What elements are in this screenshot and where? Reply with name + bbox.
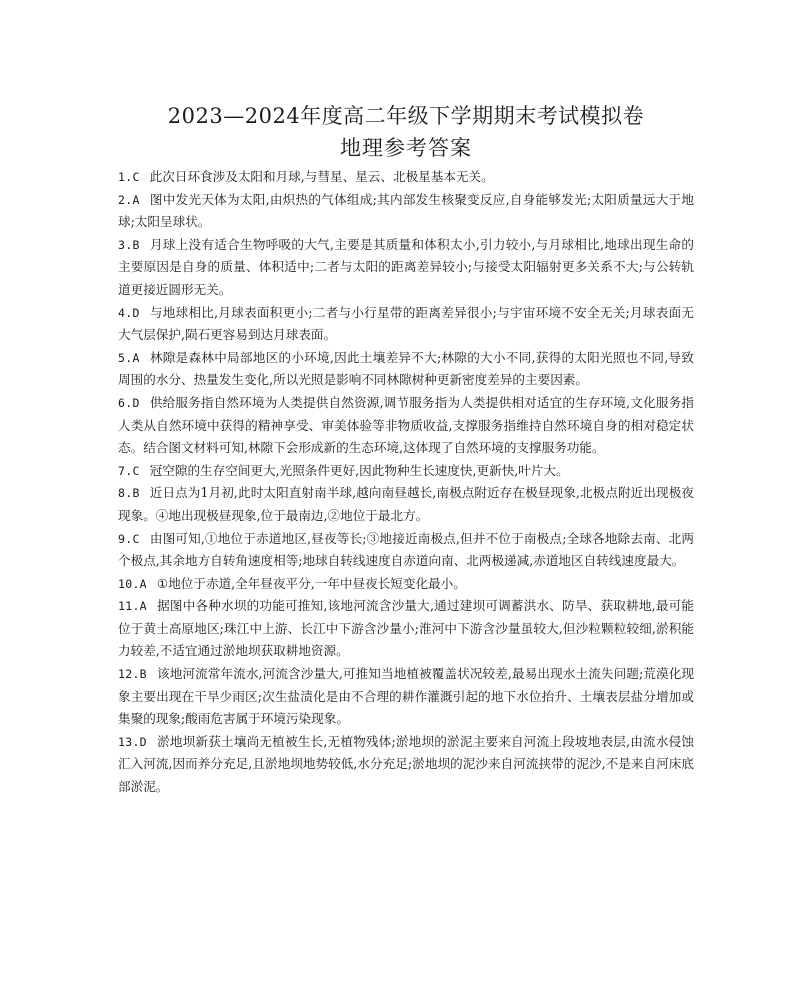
answer-explanation: 冠空隙的生存空间更大,光照条件更好,因此物种生长速度快,更新快,叶片大。 [149,462,569,478]
answer-key: 11.A [118,599,147,614]
answer-item-10 [118,573,694,596]
page-subtitle: 地理参考答案 [340,136,472,160]
answer-key: 7.C [118,463,140,478]
answer-key: 4.D [118,305,140,320]
answer-item-9 [118,528,694,573]
answer-explanation: ①地位于赤道,全年昼夜平分,一年中昼夜长短变化最小。 [156,575,466,591]
answer-key: 13.D [118,734,147,749]
answer-explanation: 月球上没有适合生物呼吸的大气,主要是其质量和体积太小,引力较小,与月球相比,地球出现生命的主要原因是自身的质量、体积适中;二者与太阳的距离差异较小;与接受太阳辐射更多关系不大;与公转轨道更接近圆形无关。 [118,236,694,297]
answer-explanation: 近日点为1月初,此时太阳直射南半球,越向南昼越长,南极点附近存在极昼现象,北极点附近出现极夜现象。④地出现极昼现象,位于最南边,②地位于最北方。 [118,485,694,523]
answer-explanation: 此次日环食涉及太阳和月球,与彗星、星云、北极星基本无关。 [149,169,494,184]
answer-explanation: 淤地坝新获土壤尚无植被生长,无植物残体;淤地坝的淤泥主要来自河流上段坡地表层,由流水侵蚀汇入河流,因而养分充足,且淤地坝地势较低,水分充足;淤地坝的泥沙来自河流挟带的泥沙,不是来自河床底部淤泥。 [118,733,694,795]
answer-key: 9.C [118,531,140,546]
answer-item-1 [118,166,694,189]
answer-item-6 [118,392,694,460]
answer-explanation: 该地河流常年流水,河流含沙量大,可推知当地植被覆盖状况较差,最易出现水土流失问题;荒漠化现象主要出现在干旱少雨区;次生盐渍化是由不合理的耕作灌溉引起的地下水位抬升、土壤表层盐分增加或集聚的现象;酸雨危害属于环境污染现象。 [118,666,694,727]
answer-item-12 [118,663,694,731]
answer-explanation: 由图可知,①地位于赤道地区,昼夜等长;③地接近南极点,但并不位于南极点;全球各地除去南、北两个极点,其余地方自转角速度相等;地球自转线速度自赤道向南、北两极递减,赤道地区自转线速度最大。 [118,530,694,569]
answer-explanation: 林隙是森林中局部地区的小环境,因此土壤差异不大;林隙的大小不同,获得的太阳光照也不同,导致周围的水分、热量发生变化,所以光照是影响不同林隙树种更新密度差异的主要因素。 [118,349,694,388]
answer-key: 10.A [118,576,147,591]
answer-key: 2.A [118,192,140,207]
answer-explanation: 图中发光天体为太阳,由炽热的气体组成;其内部发生核聚变反应,自身能够发光;太阳质量远大于地球;太阳呈球状。 [118,191,694,230]
answer-explanation: 与地球相比,月球表面积更小;二者与小行星带的距离差异很小;与宇宙环境不安全无关;月球表面无大气层保护,陨石更容易到达月球表面。 [118,304,694,343]
answer-list [118,166,694,799]
answer-explanation: 供给服务指自然环境为人类提供自然资源,调节服务指为人类提供相对适宜的生存环境,文化服务指人类从自然环境中获得的精神享受、审美体验等非物质收益,支撑服务指维持自然环境自身的相对稳定状态。结合图文材料可知,林隙下会形成新的生态环境,这体现了自然环境的支撑服务功能。 [118,394,694,456]
answer-item-13 [118,731,694,799]
answer-key: 3.B [118,237,140,252]
answer-key: 1.C [118,170,140,184]
answer-item-2 [118,189,694,234]
answer-item-8 [118,482,694,527]
answer-item-11 [118,595,694,663]
answer-key: 5.A [118,350,140,365]
answer-key: 8.B [118,486,140,501]
answer-key: 6.D [118,395,140,410]
answer-item-3 [118,234,694,302]
answer-explanation: 据图中各种水坝的功能可推知,该地河流含沙量大,通过建坝可调蓄洪水、防旱、获取耕地,最可能位于黄土高原地区;珠江中上游、长江中下游含沙量小;淮河中下游含沙量虽较大,但沙粒颗粒较细,淤积能力较差,不适宜通过淤地坝获取耕地资源。 [118,598,694,659]
answer-item-7 [118,460,694,483]
answer-item-4 [118,302,694,347]
page-title: 2023—2024年度高二年级下学期期末考试模拟卷 [167,104,645,128]
answer-key: 12.B [118,667,147,682]
answer-item-5 [118,347,694,392]
